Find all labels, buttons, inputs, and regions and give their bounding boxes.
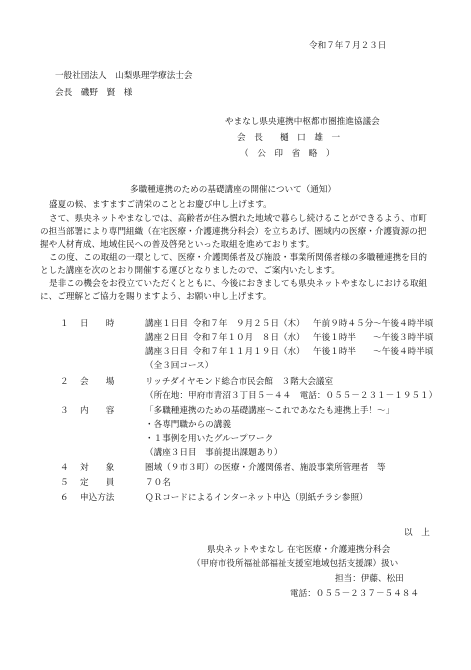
detail-row-capacity xyxy=(0,478,471,491)
venue-address: （所在地：甲府市青沼３丁目５－４４ 電話：０５５－２３１－１９５１） xyxy=(145,391,438,401)
seal-omitted-note: （ 公 印 省 略 ） xyxy=(240,149,335,159)
detail-label: 会 場 xyxy=(80,377,115,387)
session-name: 講座１日目 xyxy=(145,319,188,329)
closing-mark: 以 上 xyxy=(404,528,430,538)
session-date: 令和７年１０月 ８日（水） xyxy=(193,333,305,343)
course-title: 「多職種連携のための基礎講座～これであなたも連携上手！～」 xyxy=(145,406,395,416)
detail-row-application xyxy=(0,493,471,506)
detail-number: ２ xyxy=(60,377,69,387)
detail-label: 内 容 xyxy=(80,406,115,416)
content-item-row xyxy=(0,420,471,433)
detail-row-date xyxy=(0,319,471,332)
target-audience: 圏域（９市３町）の医療・介護関係者、施設事業所管理者 等 xyxy=(145,463,386,473)
content-item-row xyxy=(0,434,471,447)
document-date: 令和７年７月２３日 xyxy=(309,41,387,51)
sender-org: やまなし県央連携中枢都市圏推進協議会 xyxy=(225,117,380,127)
request-paragraph: 是非この機会をお役立ていただくとともに、今後におきましても県央ネットやまなしにおける取組に、ご理解とご協力を賜りますよう、お願い申し上げます。 xyxy=(40,279,428,302)
detail-label: 対 象 xyxy=(80,463,115,473)
greeting-paragraph: 盛夏の候、ますますご清栄のこととお慶び申し上げます。 xyxy=(49,200,272,210)
session-note: （全３回コース） xyxy=(145,361,214,371)
content-note-row xyxy=(0,448,471,461)
detail-number: １ xyxy=(60,319,69,329)
detail-row-target xyxy=(0,463,471,476)
detail-number: ６ xyxy=(60,493,69,503)
detail-label: 定 員 xyxy=(80,478,115,488)
background-paragraph: さて、県央ネットやまなしでは、高齢者が住み慣れた地域で暮らし続けることができるよう、市町の担当部署により専門組織（在宅医療・介護連携分科会）を立ちあげ、圏域内の医療・介護資源の把握や人材育成、地域住民への普及啓発といった取組を進めております。 xyxy=(40,214,427,250)
sender-person: 会 長 樋 口 雄 一 xyxy=(237,133,341,143)
detail-label: 申込方法 xyxy=(80,493,115,503)
contact-staff: 担当：伊藤、松田 xyxy=(335,574,404,584)
contact-org: 県央ネットやまなし 在宅医療・介護連携分科会 xyxy=(207,545,391,555)
detail-row-venue xyxy=(0,377,471,390)
content-note: （講座３日目 事前提出課題あり） xyxy=(145,448,283,458)
content-item: ・各専門職からの講義 xyxy=(145,420,231,430)
detail-number: ５ xyxy=(60,478,69,488)
session-note-row xyxy=(0,361,471,374)
detail-row-content xyxy=(0,406,471,419)
detail-number: ４ xyxy=(60,463,69,473)
capacity-value: ７０名 xyxy=(145,478,171,488)
session-time: 午前９時４５分～午後４時半頃 xyxy=(313,319,434,329)
contact-office: （甲府市役所福祉部福祉支援室地域包括支援課）扱い xyxy=(192,559,399,569)
session-time: 午後１時半 ～午後４時半頃 xyxy=(313,347,434,357)
announcement-paragraph: この度、この取組の一環として、医療・介護関係者及び施設・事業所関係者様の多職種連携を目的とした講座を次のとおり開催する運びとなりましたので、ご案内いたします。 xyxy=(40,253,427,276)
recipient-person: 会長 磯野 賢 様 xyxy=(55,88,133,98)
detail-number: ３ xyxy=(60,406,69,416)
session-row xyxy=(0,333,471,346)
session-date: 令和７年 ９月２５日（木） xyxy=(193,319,305,329)
venue-name: リッチダイヤモンド総合市民会館 ３階大会議室 xyxy=(145,377,334,387)
recipient-org: 一般社団法人 山梨県理学療法士会 xyxy=(55,71,193,81)
content-item: ・１事例を用いたグループワーク xyxy=(145,434,274,444)
session-name: 講座２日目 xyxy=(145,333,188,343)
session-time: 午後１時半 ～午後３時半頃 xyxy=(313,333,434,343)
session-name: 講座３日目 xyxy=(145,347,188,357)
detail-label: 日 時 xyxy=(80,319,115,329)
session-date: 令和７年１１月１９日（水） xyxy=(193,347,305,357)
session-row xyxy=(0,347,471,360)
venue-address-row xyxy=(0,391,471,404)
document-title: 多職種連携のための基礎講座の開催について（通知） xyxy=(130,185,337,195)
application-method: ＱＲコードによるインターネット申込（別紙チラシ参照） xyxy=(145,493,368,503)
contact-phone: 電話：０５５－２３７－５４８４ xyxy=(290,589,419,599)
